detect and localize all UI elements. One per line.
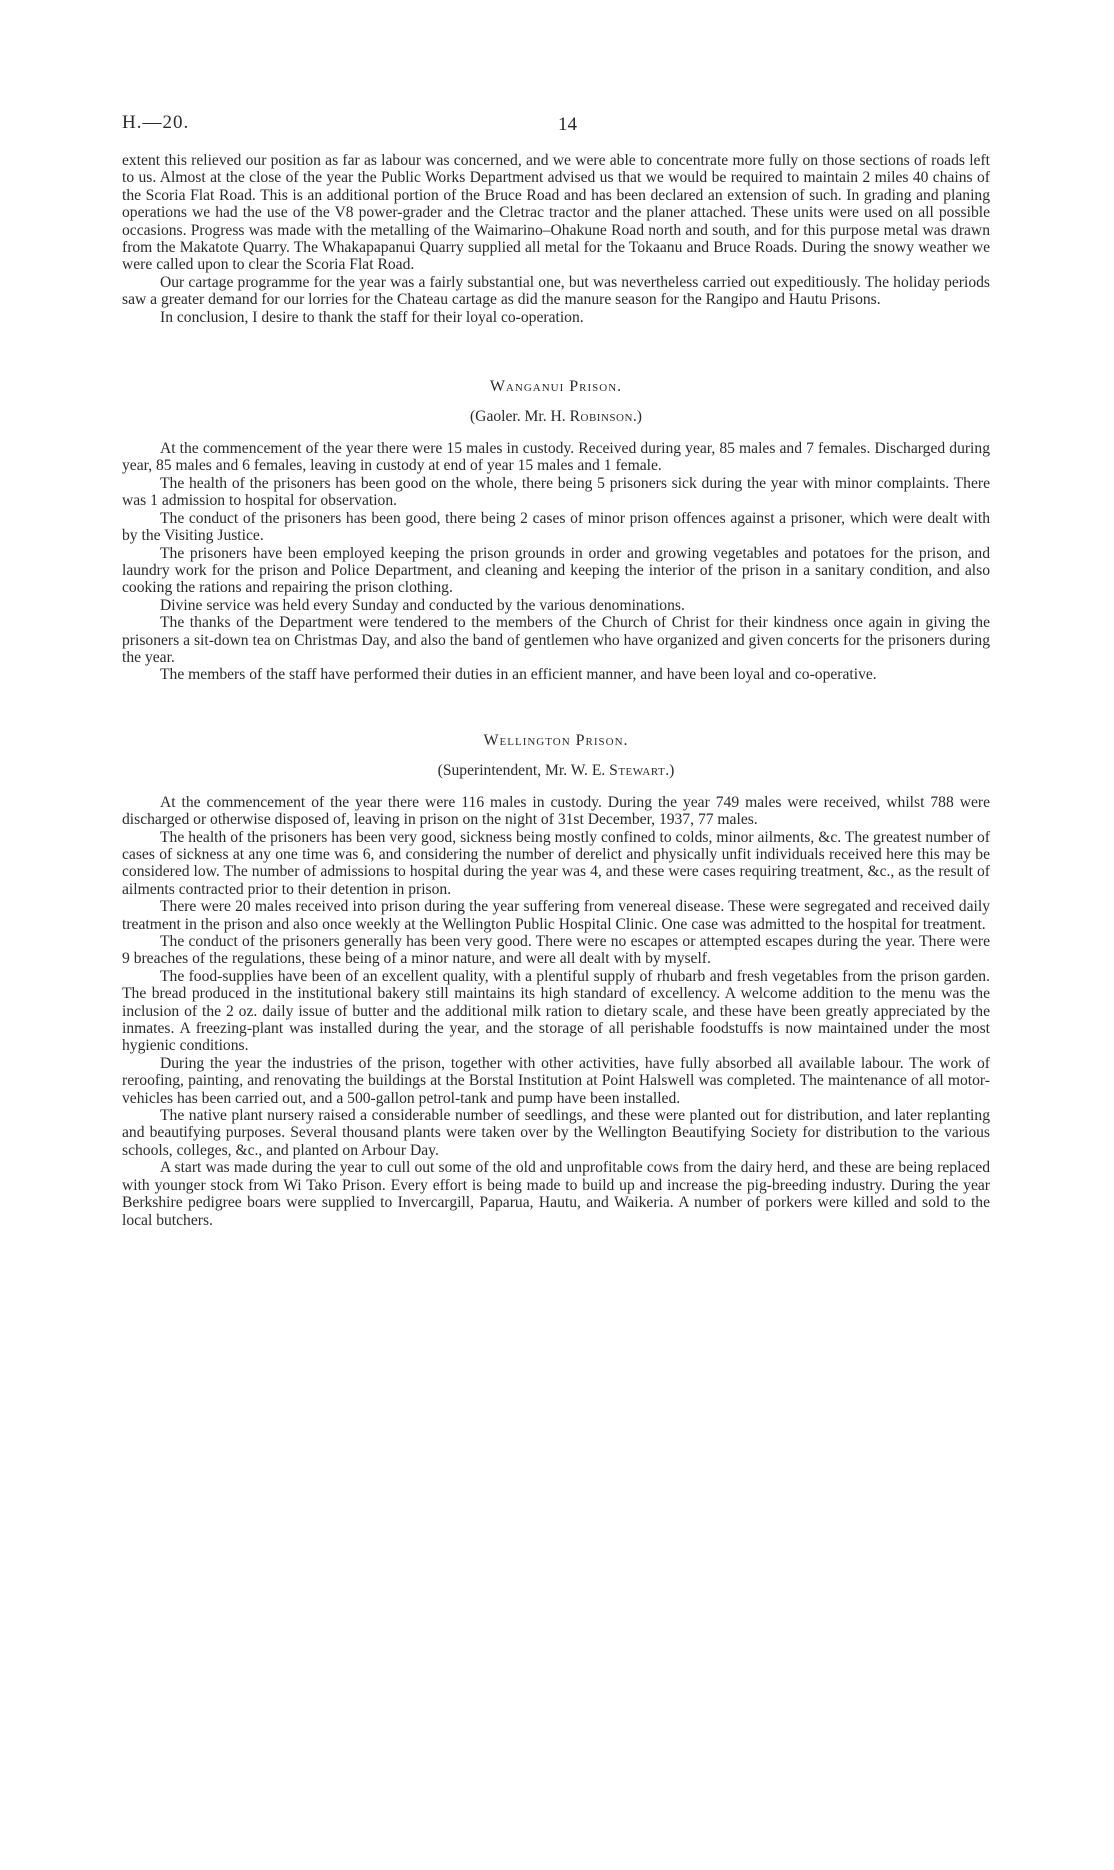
- paragraph: The thanks of the Department were tendered to the members of the Church of Christ for their kindness once again in giving the prisoners a sit-down tea on Christmas Day, and also the band of gentlemen who have organized and given concerts for the prisoners during the year.: [122, 614, 990, 666]
- page-header: [122, 112, 990, 152]
- officer-prefix: (Gaoler. Mr. H.: [469, 408, 566, 426]
- paragraph: Our cartage programme for the year was a fairly substantial one, but was nevertheless carried out expeditiously. The holiday periods saw a greater demand for our lorries for the Chateau cartage as did the manure season for the Rangipo and Hautu Prisons.: [122, 273, 990, 309]
- paragraph: The health of the prisoners has been very good, sickness being mostly confined to colds, minor ailments, &c. The greatest number of cases of sickness at any one time was 6, and considering the number of derelict and physically unfit individuals received here this may be considered low. The number of admissions to hospital during the year was 4, and these were cases requiring treatment, &c., as the result of ailments contracted prior to their detention in prison.: [122, 828, 990, 898]
- paragraph: During the year the industries of the prison, together with other activities, have fully absorbed all available labour. The work of reroofing, painting, and renovating the buildings at the Borstal Institution at Point Halswell was completed. The maintenance of all motor-vehicles has been carried out, and a 500-gallon petrol-tank and pump have been installed.: [122, 1054, 990, 1107]
- paragraph: The native plant nursery raised a considerable number of seedlings, and these were planted out for distribution, and later replanting and beautifying purposes. Several thousand plants were taken over by the Wellington Beautifying Society for distribution to the various schools, colleges, &c., and planted on Arbour Day.: [122, 1107, 990, 1159]
- section-heading: Wellington Prison.: [483, 731, 629, 749]
- officer-line: [122, 762, 990, 780]
- paragraph: There were 20 males received into prison during the year suffering from venereal disease. These were segregated and received daily treatment in the prison and also once weekly at the Wellington Public Hospital Clinic. One case was admitted to the hospital for treatment.: [122, 898, 990, 933]
- paragraph: The prisoners have been employed keeping the prison grounds in order and growing vegetables and potatoes for the prison, and laundry work for the prison and Police Department, and cleaning and keeping the interior of the prison in a sanitary condition, and also cooking the rations and repairing the prison clothing.: [122, 544, 990, 597]
- wellington-prison-section: [122, 732, 990, 1229]
- officer-prefix: (Superintendent, Mr. W. E.: [437, 761, 606, 779]
- officer-suffix: .): [632, 408, 642, 426]
- page-number: 14: [558, 114, 577, 135]
- intro-section: [122, 152, 990, 326]
- wanganui-prison-section: [122, 378, 990, 684]
- paragraph: At the commencement of the year there were 116 males in custody. During the year 749 males were received, whilst 788 were discharged or otherwise disposed of, leaving in prison on the night of 31st December, 1937, 77 males.: [122, 793, 990, 829]
- officer-name: Stewart: [609, 761, 666, 779]
- section-heading: Wanganui Prison.: [489, 378, 623, 396]
- paragraph: The members of the staff have performed their duties in an efficient manner, and have been loyal and co-operative.: [160, 666, 877, 684]
- officer-name: Robinson: [569, 408, 633, 426]
- paragraph: extent this relieved our position as far as labour was concerned, and we were able to concentrate more fully on those sections of roads left to us. Almost at the close of the year the Public Works Department advised us that we would be required to maintain 2 miles 40 chains of the Scoria Flat Road. This is an additional portion of the Bruce Road and has been declared an extension of such. In grading and planing operations we had the use of the V8 power-grader and the Cletrac tractor and the planer attached. These units were used on all possible occasions. Progress was made with the metalling of the Waimarino–Ohakune Road north and south, and for this purpose metal was drawn from the Makatote Quarry. The Whakapapanui Quarry supplied all metal for the Tokaanu and Bruce Roads. During the snowy weather we were called upon to clear the Scoria Flat Road.: [122, 152, 990, 274]
- paragraph: The food-supplies have been of an excellent quality, with a plentiful supply of rhubarb and fresh vegetables from the prison garden. The bread produced in the institutional bakery still maintains its high standard of excellency. A welcome addition to the menu was the inclusion of the 2 oz. daily issue of butter and the additional milk ration to dietary scale, and these have been greatly appreciated by the inmates. A freezing-plant was installed during the year, and the storage of all perishable foodstuffs is now maintained under the most hygienic conditions.: [122, 967, 990, 1055]
- paragraph: In conclusion, I desire to thank the staff for their loyal co-operation.: [160, 308, 584, 326]
- officer-suffix: .): [665, 761, 675, 779]
- document-page: [122, 112, 990, 1229]
- paragraph: Divine service was held every Sunday and conducted by the various denominations.: [160, 596, 685, 614]
- document-reference: H.—20.: [122, 112, 190, 133]
- paragraph: The conduct of the prisoners generally has been very good. There were no escapes or attempted escapes during the year. There were 9 breaches of the regulations, these being of a minor nature, and were all dealt with by myself.: [122, 933, 990, 968]
- paragraph: At the commencement of the year there were 15 males in custody. Received during year, 85 males and 7 females. Discharged during year, 85 males and 6 females, leaving in custody at end of year 15 males and 1 female.: [122, 440, 990, 475]
- paragraph: A start was made during the year to cull out some of the old and unprofitable cows from the dairy herd, and these are being replaced with younger stock from Wi Tako Prison. Every effort is being made to build up and increase the pig-breeding industry. During the year Berkshire pedigree boars were supplied to Invercargill, Paparua, Hautu, and Waikeria. A number of porkers were killed and sold to the local butchers.: [122, 1159, 990, 1229]
- paragraph: The conduct of the prisoners has been good, there being 2 cases of minor prison offences against a prisoner, which were dealt with by the Visiting Justice.: [122, 509, 990, 545]
- officer-line: [122, 408, 990, 426]
- paragraph: The health of the prisoners has been good on the whole, there being 5 prisoners sick during the year with minor complaints. There was 1 admission to hospital for observation.: [122, 474, 990, 510]
